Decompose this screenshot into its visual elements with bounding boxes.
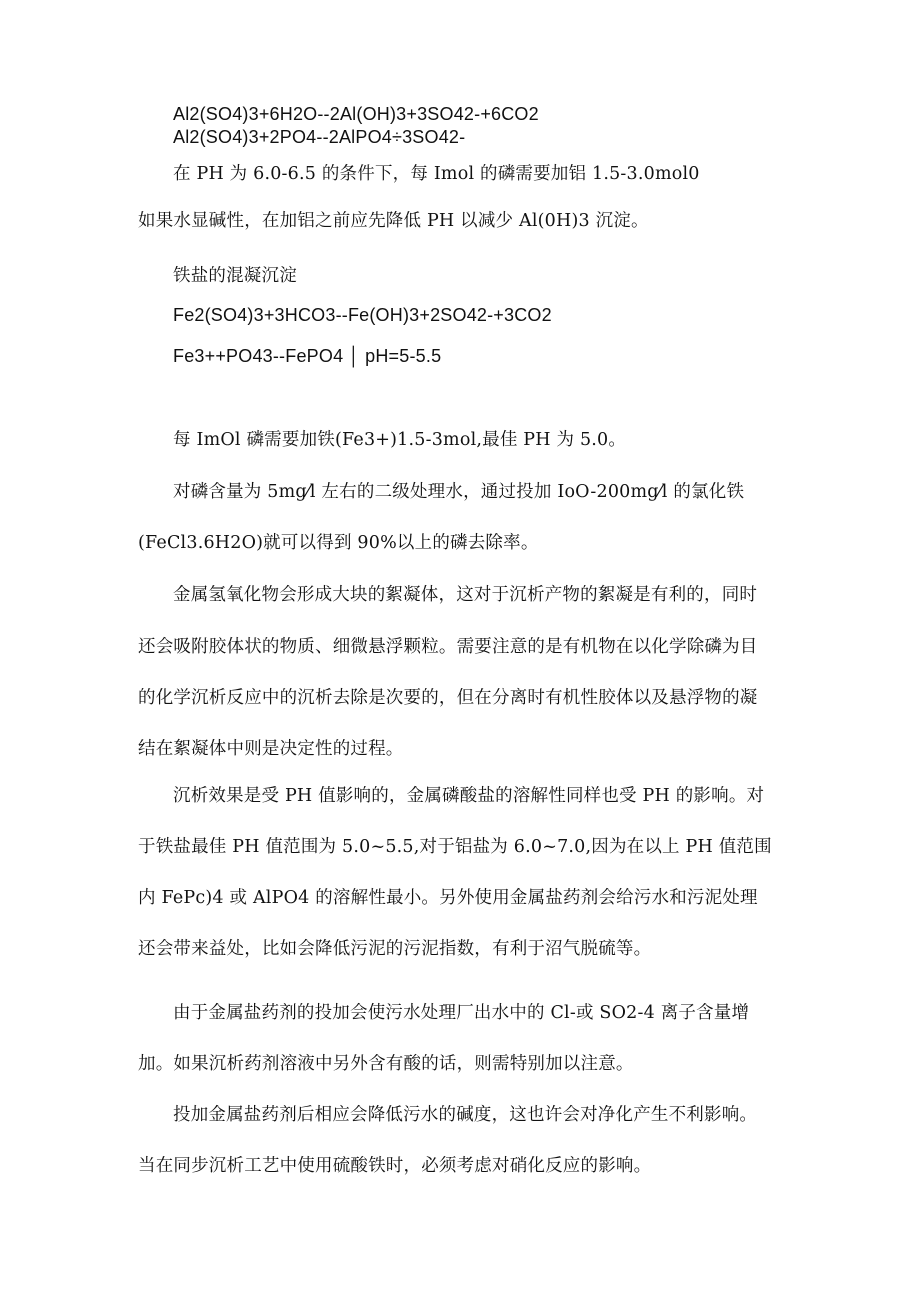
- formula-aluminum-hydrolysis: Al2(SO4)3+6H2O--2Al(OH)3+3SO42-+6CO2: [173, 104, 539, 124]
- paragraph-flocculation-cont-3: 结在絮凝体中则是决定性的过程。: [138, 739, 404, 759]
- paragraph-aluminum-dosage: 在 PH 为 6.0-6.5 的条件下，每 Imol 的磷需要加铝 1.5-3.0mol0: [173, 164, 700, 184]
- paragraph-flocculation-cont-2: 的化学沉析反应中的沉析去除是次要的，但在分离时有机性胶体以及悬浮物的凝: [138, 688, 758, 708]
- formula-iron-hydroxide: Fe2(SO4)3+3HCO3--Fe(OH)3+2SO42-+3CO2: [173, 305, 552, 325]
- paragraph-ion-content: 由于金属盐药剂的投加会使污水处理厂出水中的 Cl-或 SO2-4 离子含量增: [173, 1003, 750, 1023]
- paragraph-alkalinity-cont: 当在同步沉析工艺中使用硫酸铁时，必须考虑对硝化反应的影响。: [138, 1156, 652, 1176]
- paragraph-ph-effect-cont-1: 于铁盐最佳 PH 值范围为 5.0~5.5,对于铝盐为 6.0~7.0,因为在以上 PH 值范围: [138, 837, 772, 857]
- paragraph-ph-effect-cont-3: 还会带来益处，比如会降低污泥的污泥指数，有利于沼气脱硫等。: [138, 939, 652, 959]
- paragraph-alkalinity: 投加金属盐药剂后相应会降低污水的碱度，这也许会对净化产生不利影响。: [173, 1105, 758, 1125]
- paragraph-iron-dosage: 每 ImOl 磷需要加铁(Fe3+)1.5-3mol,最佳 PH 为 5.0。: [173, 430, 627, 450]
- formula-iron-phosphate: Fe3++PO43--FePO4 │ pH=5-5.5: [173, 346, 442, 366]
- formula-aluminum-phosphate: Al2(SO4)3+2PO4--2AlPO4÷3SO42-: [173, 127, 466, 147]
- paragraph-ph-effect-cont-2: 内 FePc)4 或 AlPO4 的溶解性最小。另外使用金属盐药剂会给污水和污泥处理: [138, 888, 758, 908]
- section-heading-iron-salt: 铁盐的混凝沉淀: [173, 266, 297, 286]
- paragraph-ion-content-cont: 加。如果沉析药剂溶液中另外含有酸的话，则需特别加以注意。: [138, 1054, 634, 1074]
- paragraph-alkaline-water: 如果水显碱性，在加铝之前应先降低 PH 以减少 Al(0H)3 沉淀。: [138, 211, 649, 231]
- paragraph-flocculation-cont-1: 还会吸附胶体状的物质、细微悬浮颗粒。需要注意的是有机物在以化学除磷为目: [138, 637, 758, 657]
- paragraph-ferric-chloride-cont: (FeCl3.6H2O)就可以得到 90%以上的磷去除率。: [138, 533, 539, 553]
- paragraph-flocculation: 金属氢氧化物会形成大块的絮凝体，这对于沉析产物的絮凝是有利的，同时: [173, 585, 758, 605]
- paragraph-ph-effect: 沉析效果是受 PH 值影响的，金属磷酸盐的溶解性同样也受 PH 的影响。对: [173, 786, 765, 806]
- paragraph-ferric-chloride: 对磷含量为 5mg⁄l 左右的二级处理水，通过投加 IoO-200mg⁄l 的氯化铁: [173, 482, 745, 502]
